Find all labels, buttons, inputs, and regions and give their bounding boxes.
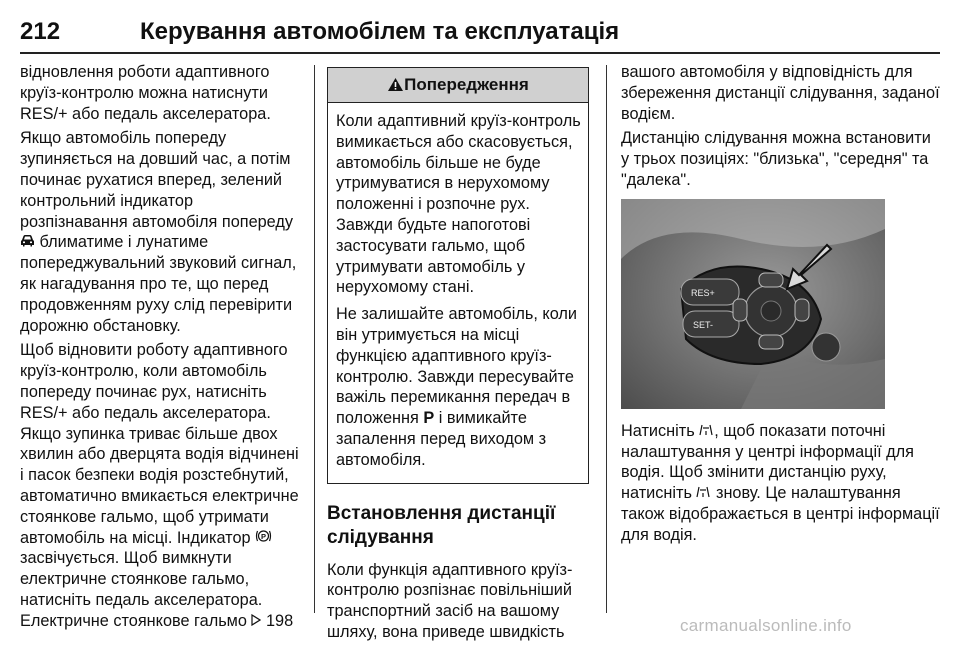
watermark: carmanualsonline.info	[680, 616, 852, 635]
triangle-arrow-icon	[251, 613, 261, 629]
following-distance-icon	[696, 485, 711, 501]
page-header	[20, 18, 940, 52]
following-distance-icon	[699, 423, 714, 439]
column-divider	[606, 65, 607, 613]
parking-brake-icon	[255, 530, 272, 546]
paragraph: відновлення роботи адаптивного круїз-контролю можна натиснути RES/+ або педаль акселератора.	[20, 63, 271, 123]
warning-title: Попередження	[404, 75, 529, 94]
warning-box	[327, 67, 589, 484]
paragraph: Дистанцію слідування можна встановити у трьох позиціях: "близька", "середня" та "далека".	[621, 129, 931, 189]
warning-paragraph: Коли адаптивний круїз-контроль вимикається або скасовується, автомобіль більше не буде утримуватися в нерухомому положенні і розпочне рух. Завжди будьте напоготові застосувати гальмо, щоб утримувати автомобіль у нерухомому стані.	[336, 112, 581, 297]
paragraph: Коли функція адаптивного круїз-контролю розпізнає повільніший транспортний засіб на вашому шляху, вона приведе швидкість	[327, 560, 573, 641]
svg-text:P: P	[261, 531, 267, 541]
column-left	[20, 62, 305, 636]
column-divider	[314, 65, 315, 613]
warning-header	[328, 68, 588, 103]
column-middle	[327, 62, 589, 647]
paragraph: Якщо автомобіль попереду зупиняється на довший час, а потім починає рухатися вперед, зелений контрольний індикатор розпізнавання автомобіля попереду блиматиме і лунатиме попереджувальний звуковий сигнал, як нагадування про те, що перед продовженням руху слід перевірити дорожню обстановку.	[20, 129, 297, 335]
paragraph: Щоб відновити роботу адаптивного круїз-контролю, коли автомобіль попереду починає рух, натисніть RES/+ або педаль акселератора. Якщо зупинка триває більше двох хвилин або дверцята водія відчинені і пасок безпеки водія розстебнутий, автоматично вмикається електричне стоянкове гальмо, щоб утримати автомобіль на місці. Індикатор P засвічується. Щоб вимкнути електричне стоянкове гальмо, натисніть педаль акселератора. Електричне стоянкове гальмо 198	[20, 341, 299, 630]
page-number: 212	[20, 18, 61, 45]
page-title: Керування автомобілем та експлуатація	[140, 18, 620, 45]
column-right	[621, 62, 941, 550]
warning-triangle-icon	[387, 75, 404, 94]
paragraph: Натисніть , щоб показати поточні налаштування у центрі інформації для водія. Щоб змінити дистанцію руху, натисніть знову. Це налаштування також відображається в центрі інформації для водія.	[621, 421, 940, 544]
header-rule	[20, 52, 940, 54]
distance-button	[759, 273, 783, 287]
car-front-icon	[20, 234, 35, 250]
section-title: Встановлення дистанції слідування	[327, 502, 556, 548]
steering-wheel-illustration	[621, 199, 885, 409]
warning-body	[328, 103, 588, 483]
warning-paragraph: Не залишайте автомобіль, коли він утримується на місці функцією адаптивного круїз-контролю. Завжди пересувайте важіль перемикання передач в положення P і вимикайте запалення перед виходом з автомобіля.	[336, 305, 578, 469]
set-button-label: SET-	[693, 319, 714, 330]
paragraph: вашого автомобіля у відповідність для збереження дистанції слідування, заданої водієм.	[621, 63, 940, 123]
res-button-label: RES+	[691, 287, 715, 298]
